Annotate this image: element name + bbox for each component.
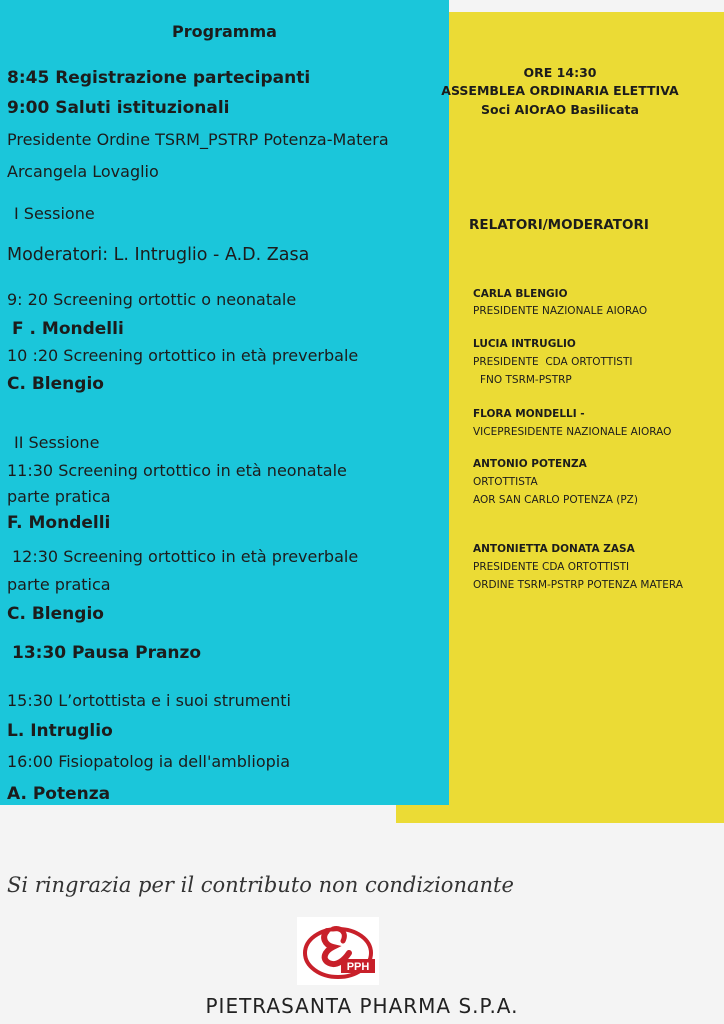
talk-3-line-1: 11:30 Screening ortottico in età neonatale [7, 461, 347, 480]
relatore-blengio-role: PRESIDENTE NAZIONALE AIORAO [473, 305, 648, 317]
relatore-zasa-name: ANTONIETTA DONATA ZASA [473, 543, 635, 555]
presidente-line-2: Arcangela Lovaglio [7, 162, 159, 181]
presidente-line-1: Presidente Ordine TSRM_PSTRP Potenza-Matera [7, 130, 389, 149]
session-2-heading: II Sessione [14, 433, 100, 452]
speaker-4: C. Blengio [7, 604, 104, 624]
relatore-mondelli-role: VICEPRESIDENTE NAZIONALE AIORAO [473, 426, 672, 438]
speaker-1: F . Mondelli [12, 319, 124, 339]
company-name: PIETRASANTA PHARMA S.P.A. [205, 994, 519, 1018]
registration-item: 8:45 Registrazione partecipanti [7, 68, 311, 88]
cyan-panel [0, 0, 449, 805]
relatore-potenza-name: ANTONIO POTENZA [473, 458, 587, 470]
session-1-heading: I Sessione [14, 204, 95, 223]
pph-logo-icon [297, 917, 379, 985]
relatore-zasa-role-2: ORDINE TSRM-PSTRP POTENZA MATERA [473, 579, 683, 591]
talk-6: 16:00 Fisiopatolog ia dell'ambliopia [7, 752, 291, 771]
relatori-title: RELATORI/MODERATORI [469, 217, 649, 233]
talk-3-line-2: parte pratica [7, 487, 111, 506]
speaker-5: L. Intruglio [7, 721, 113, 741]
moderators-line: Moderatori: L. Intruglio - A.D. Zasa [7, 245, 310, 265]
assembly-time: ORE 14:30 [523, 65, 597, 80]
assembly-members: Soci AIOrAO Basilicata [481, 102, 639, 117]
talk-5: 15:30 L’ortottista e i suoi strumenti [7, 691, 291, 710]
relatore-blengio-name: CARLA BLENGIO [473, 288, 568, 300]
program-title: Programma [172, 22, 277, 41]
relatore-intruglio-role-2: FNO TSRM-PSTRP [480, 374, 572, 386]
relatore-potenza-role-1: ORTOTTISTA [473, 476, 538, 488]
lunch-break: 13:30 Pausa Pranzo [12, 643, 202, 663]
talk-1: 9: 20 Screening ortottic o neonatale [7, 290, 297, 309]
logo-text: PPH [346, 961, 370, 973]
thanks-text: Si ringrazia per il contributo non condizionante [7, 873, 514, 897]
relatore-intruglio-name: LUCIA INTRUGLIO [473, 338, 576, 350]
assembly-title: ASSEMBLEA ORDINARIA ELETTIVA [441, 83, 679, 98]
relatore-potenza-role-2: AOR SAN CARLO POTENZA (PZ) [473, 494, 638, 506]
greetings-item: 9:00 Saluti istituzionali [7, 98, 230, 118]
speaker-2: C. Blengio [7, 374, 104, 394]
speaker-6: A. Potenza [7, 784, 111, 804]
talk-4-line-1: 12:30 Screening ortottico in età preverbale [12, 547, 359, 566]
speaker-3: F. Mondelli [7, 513, 111, 533]
relatore-zasa-role-1: PRESIDENTE CDA ORTOTTISTI [473, 561, 630, 573]
pph-logo [297, 917, 379, 985]
talk-4-line-2: parte pratica [7, 575, 111, 594]
talk-2: 10 :20 Screening ortottico in età preverbale [7, 346, 359, 365]
relatore-intruglio-role-1: PRESIDENTE CDA ORTOTTISTI [473, 356, 633, 368]
relatore-mondelli-name: FLORA MONDELLI - [473, 408, 585, 420]
